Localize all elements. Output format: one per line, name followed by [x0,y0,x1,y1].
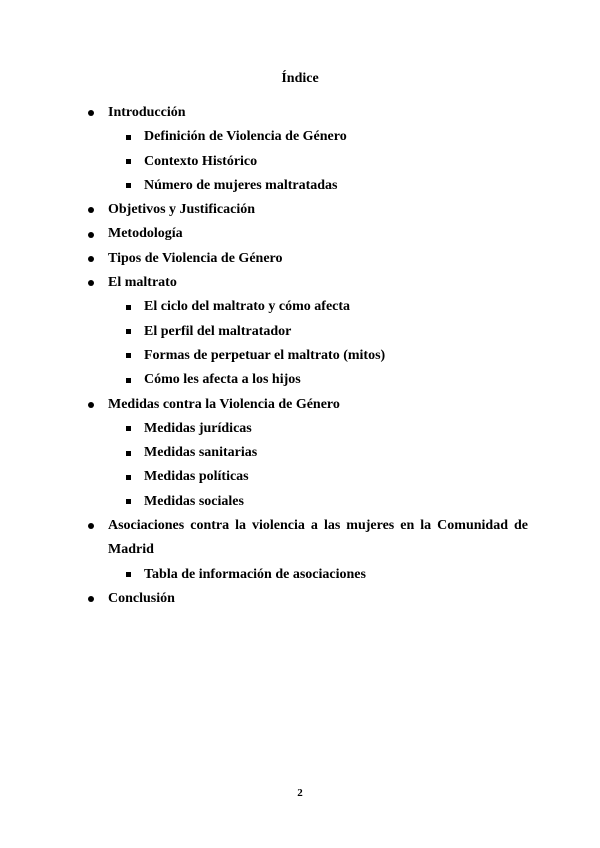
round-bullet-icon [88,101,94,125]
toc-entry-text: Número de mujeres maltratadas [144,177,338,193]
toc-entry-text: El ciclo del maltrato y cómo afecta [144,299,351,315]
toc-entry-text: Medidas sanitarias [144,445,258,461]
toc-subentry-contexto [0,150,600,174]
toc-entry-text: Cómo les afecta a los hijos [144,372,301,388]
square-bullet-icon [126,490,131,514]
toc-entry-introduccion [0,101,600,125]
square-bullet-icon [126,417,131,441]
toc-entry-text: Medidas contra la Violencia de Género [108,396,340,412]
toc-entry-text: Introducción [108,105,186,120]
square-bullet-icon [126,563,131,587]
toc-entry-text: Medidas políticas [144,469,249,485]
toc-entry-conclusion [0,587,600,611]
toc-entry-text: Definición de Violencia de Género [144,129,347,145]
toc-entry-text: Contexto Histórico [144,153,258,169]
toc-entry-text: Tabla de información de asociaciones [144,566,366,582]
toc-entry-objetivos [0,198,600,222]
toc-subentry-juridicas [0,417,600,441]
toc-entry-text: El perfil del maltratador [144,323,292,339]
page-number: 2 [297,787,303,799]
square-bullet-icon [126,465,131,489]
toc-subentry-ciclo [0,295,600,319]
round-bullet-icon [88,587,94,611]
toc-subentry-politicas [0,465,600,489]
toc-entry-metodologia [0,222,600,246]
square-bullet-icon [126,295,131,319]
toc-entry-maltrato [0,271,600,295]
toc-entry-text: Conclusión [108,590,175,606]
toc-entry-text: Asociaciones contra la violencia a las mujeres en la Comunidad de Madrid [108,518,528,558]
toc-entry-text: Tipos de Violencia de Género [108,250,283,266]
toc-entry-medidas [0,393,600,417]
square-bullet-icon [126,368,131,392]
toc-entry-text: Objetivos y Justificación [108,202,255,218]
square-bullet-icon [126,344,131,368]
toc-entry-text: Metodología [108,226,183,242]
round-bullet-icon [88,393,94,417]
toc-entry-tipos [0,247,600,271]
toc-subentry-tabla [0,563,600,587]
square-bullet-icon [126,150,131,174]
page-title: Índice [281,71,319,86]
toc-entry-text: Medidas jurídicas [144,420,252,436]
toc-subentry-numero [0,174,600,198]
square-bullet-icon [126,174,131,198]
square-bullet-icon [126,125,131,149]
toc-subentry-formas [0,344,600,368]
square-bullet-icon [126,441,131,465]
toc-subentry-hijos [0,368,600,392]
round-bullet-icon [88,198,94,222]
toc-entry-text: Formas de perpetuar el maltrato (mitos) [144,347,386,363]
square-bullet-icon [126,320,131,344]
round-bullet-icon [88,271,94,295]
toc-subentry-definicion [0,125,600,149]
table-of-contents [0,101,600,611]
round-bullet-icon [88,514,94,538]
toc-subentry-sanitarias [0,441,600,465]
toc-subentry-sociales [0,490,600,514]
toc-entry-text: El maltrato [108,275,177,291]
toc-entry-asociaciones [0,514,528,563]
round-bullet-icon [88,247,94,271]
round-bullet-icon [88,222,94,246]
toc-entry-text: Medidas sociales [144,493,244,509]
toc-subentry-perfil [0,320,600,344]
